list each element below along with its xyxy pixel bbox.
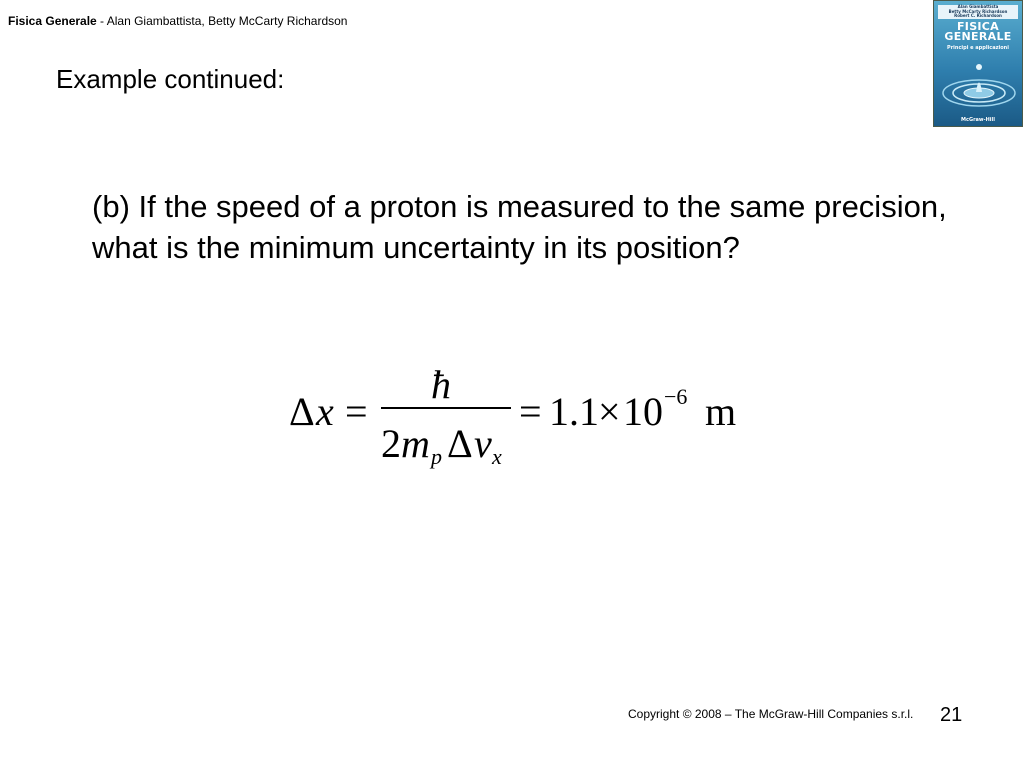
header (8, 14, 347, 28)
cover-author-line: Robert C. Richardson (954, 13, 1002, 19)
eq-equals-1: = (345, 389, 368, 434)
eq-den-m: m (401, 421, 430, 466)
cover-subtitle: Principi e applicazioni (947, 45, 1009, 51)
eq-lhs-x: x (316, 389, 334, 434)
fraction-bar (381, 407, 511, 409)
eq-den-sub-p: p (431, 444, 442, 469)
eq-lhs-delta: Δ (289, 389, 315, 434)
eq-unit: m (705, 389, 737, 434)
book-authors: - Alan Giambattista, Betty McCarty Richardson (96, 14, 348, 28)
eq-den-delta: Δ (447, 421, 473, 466)
eq-hbar: ħ (431, 362, 451, 407)
cover-title-line2: GENERALE (944, 30, 1012, 43)
copyright-text: Copyright © 2008 – The McGraw-Hill Companies s.r.l. (628, 707, 914, 721)
cover-author-line: Alan Giambattista (957, 4, 999, 9)
cover-title (934, 22, 1022, 42)
cover-authors (938, 5, 1018, 19)
page-number: 21 (940, 704, 963, 726)
cover-publisher: McGraw-Hill (961, 117, 995, 123)
uncertainty-equation (287, 362, 747, 472)
eq-exponent: −6 (664, 384, 688, 409)
book-cover-image (933, 0, 1023, 127)
question-text: (b) If the speed of a proton is measured to the same precision, what is the minimum uncertainty in its position? (92, 189, 947, 265)
eq-mantissa: 1.1 (549, 389, 599, 434)
eq-den-2: 2 (381, 421, 401, 466)
water-splash-icon (940, 55, 1018, 113)
book-title: Fisica Generale (8, 14, 97, 28)
cover-title-line1: FISICA (956, 20, 999, 33)
eq-equals-2: = (519, 389, 542, 434)
eq-den-v: v (474, 421, 492, 466)
eq-times: × (598, 389, 621, 434)
eq-base: 10 (623, 389, 663, 434)
cover-author-line: Betty McCarty Richardson (948, 8, 1008, 14)
slide-heading: Example continued: (56, 64, 285, 94)
eq-den-sub-x: x (492, 444, 502, 469)
